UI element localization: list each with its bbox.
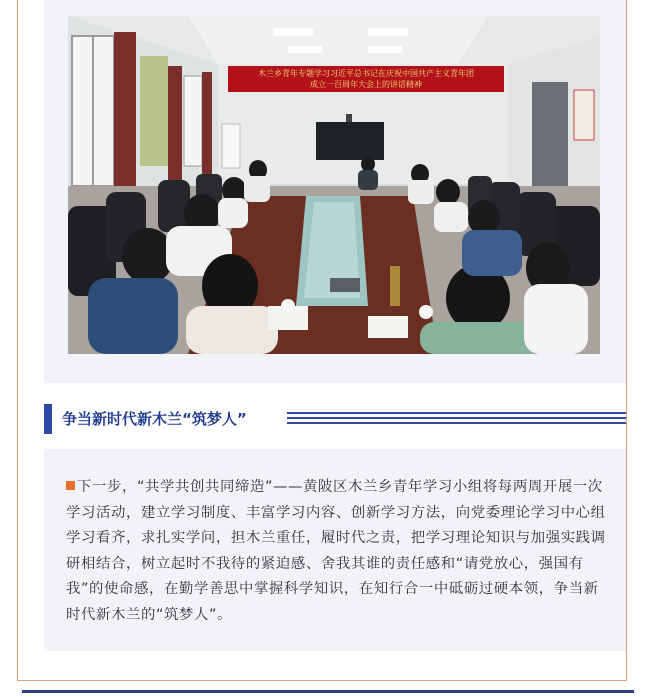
body-paragraph-container [66, 475, 606, 628]
frame-bottom-accent [22, 690, 634, 693]
section-marker-bar [44, 404, 52, 434]
banner-text-line1: 木兰乡青年专题学习习近平总书记在庆祝中国共产主义青年团 [258, 69, 474, 78]
section-divider-lines [287, 412, 626, 426]
banner-text-line2: 成立一百周年大会上的讲话精神 [310, 80, 422, 89]
section-title: 争当新时代新木兰“筑梦人” [62, 410, 247, 428]
body-paragraph: 下一步，“共学共创共同缔造”——黄陂区木兰乡青年学习小组将每两周开展一次学习活动，建立学习制度、丰富学习内容、创新学习方法，向党委理论学习中心组学习看齐，求扎实学问，担木兰重任，履时代之责，把学习理论知识与加强实践调研相结合，树立起时不我待的紧迫感、舍我其谁的责任感和“请党放心，强国有我”的使命感，在勤学善思中掌握科学知识，在知行合一中砥砺过硬本领，争当新时代新木兰的“筑梦人”。 [66, 479, 606, 623]
meeting-photo [68, 16, 600, 354]
section-header [44, 402, 626, 436]
square-bullet-icon [66, 481, 75, 490]
